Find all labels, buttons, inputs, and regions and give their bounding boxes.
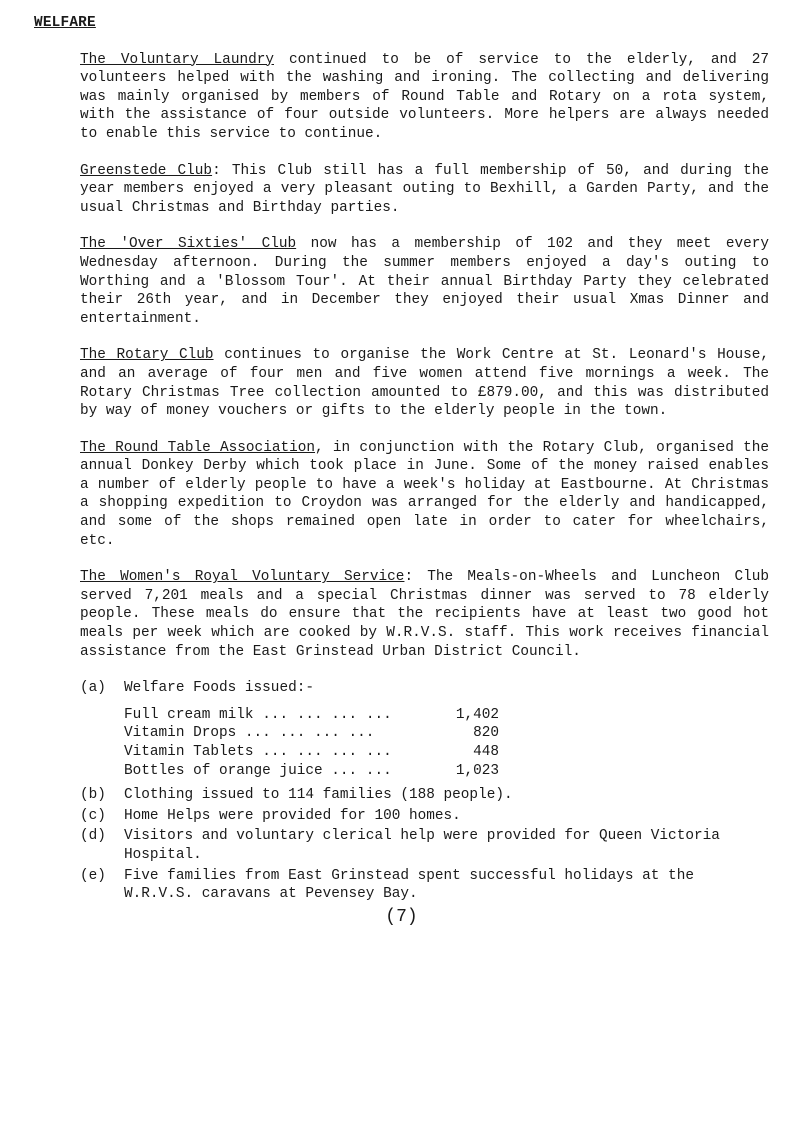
food-name: Vitamin Drops [124, 725, 237, 742]
paragraph-text: in conjunction with the Rotary Club, organised the annual Donkey Derby which took place in June. Some of the money raised enables a number of elderly people to have a week's holiday at Eastbourne. At Christmas a shopping expedition to Croydon was arranged for the elderly and handicapped, and some of the shops remained open late in order to cater for wheelchairs, etc. [80, 439, 769, 549]
list-label: (d) [80, 828, 106, 845]
food-row [124, 743, 499, 762]
food-value: 820 [473, 725, 499, 742]
list-text: Home Helps were provided for 100 homes. [124, 807, 461, 824]
paragraph-text: continued to be of service to the elderly, and 27 volunteers helped with the washing and ironing. The collecting and delivering was mainly organised by members of Round Table and Rotary on a rota system, with the assistance of four outside volunteers. More helpers are always needed to enable this service to continue. [80, 51, 770, 142]
paragraph-title: The Voluntary Laundry [80, 51, 274, 68]
paragraph-title: The Women's Royal Voluntary Service [80, 569, 405, 586]
paragraph-sep [296, 236, 310, 252]
paragraph-sep: , [315, 439, 333, 456]
food-name: Full cream milk [124, 706, 254, 723]
list-item [80, 786, 769, 805]
paragraph-title: The 'Over Sixties' Club [80, 236, 297, 253]
list-text: Clothing issued to 114 families (188 people). [124, 787, 513, 804]
paragraph-text: now has a membership of 102 and they meet every Wednesday afternoon. During the summer members enjoyed a day's outing to Worthing and a 'Blossom Tour'. At their annual Birthday Party they celebrated their 26th year, and in December they enjoyed their usual Xmas Dinner and entertainment. [80, 236, 770, 327]
paragraph-text: The Meals-on-Wheels and Luncheon Club served 7,201 meals and a special Christmas dinner was served to 78 elderly people. These meals do ensure that the recipients have at least two good hot meals per week which are cooked by W.R.V.S. staff. This work receives financial assistance from the East Grinstead Urban District Council. [80, 569, 769, 660]
food-row [124, 724, 499, 743]
food-dots: ... ... ... ... [244, 725, 375, 742]
food-name: Vitamin Tablets [124, 744, 254, 760]
food-value: 448 [473, 744, 499, 760]
welfare-list [80, 679, 769, 904]
paragraph-voluntary-laundry [80, 51, 769, 144]
paragraph-sep: : [212, 162, 232, 179]
paragraph-sep: : [404, 569, 428, 586]
list-item [80, 867, 769, 904]
paragraph-text: continues to organise the Work Centre at St. Leonard's House, and an average of four men and five women attend five mornings a week. The Rotary Christmas Tree collection amounted to £879.00, and this was distributed by way of money vouchers or gifts to the elderly people in the town. [80, 347, 769, 420]
food-row [124, 706, 499, 725]
list-label: (e) [80, 867, 106, 884]
list-item [80, 827, 769, 864]
food-name: Bottles of orange juice [124, 762, 323, 779]
paragraph-greenstede-club [80, 162, 769, 218]
food-value: 1,023 [455, 762, 499, 779]
list-text: Five families from East Grinstead spent successful holidays at the W.R.V.S. caravans at Pevensey Bay. [124, 867, 694, 903]
paragraph-text: This Club still has a full membership of 50, and during the year members enjoyed a very pleasant outing to Bexhill, a Garden Party, and the usual Christmas and Birthday parties. [80, 162, 770, 216]
list-text: Welfare Foods issued:- [124, 680, 314, 697]
paragraph-title: The Round Table Association [80, 439, 316, 456]
food-row [124, 762, 499, 781]
food-dots: ... ... ... ... [262, 706, 392, 723]
list-label: (a) [80, 680, 106, 697]
food-dots: ... ... [331, 762, 392, 779]
paragraph-round-table [80, 439, 769, 551]
list-label: (c) [80, 807, 106, 824]
section-heading: WELFARE [34, 15, 96, 31]
food-dots: ... ... ... ... [262, 744, 392, 760]
paragraph-rotary-club [80, 346, 769, 420]
list-label: (b) [80, 787, 106, 804]
page [34, 14, 769, 926]
paragraph-wrvs [80, 568, 769, 661]
list-item [80, 679, 769, 698]
paragraph-title: Greenstede Club [80, 162, 213, 179]
paragraph-sep [274, 52, 289, 68]
page-number: (7) [385, 906, 418, 927]
paragraph-over-sixties-club [80, 235, 769, 328]
list-text: Visitors and voluntary clerical help were provided for Queen Victoria Hospital. [124, 828, 720, 863]
food-value: 1,402 [455, 706, 499, 723]
paragraph-title: The Rotary Club [80, 347, 214, 364]
welfare-foods-table [124, 706, 499, 780]
list-item [80, 807, 769, 826]
paragraph-sep [214, 347, 225, 363]
